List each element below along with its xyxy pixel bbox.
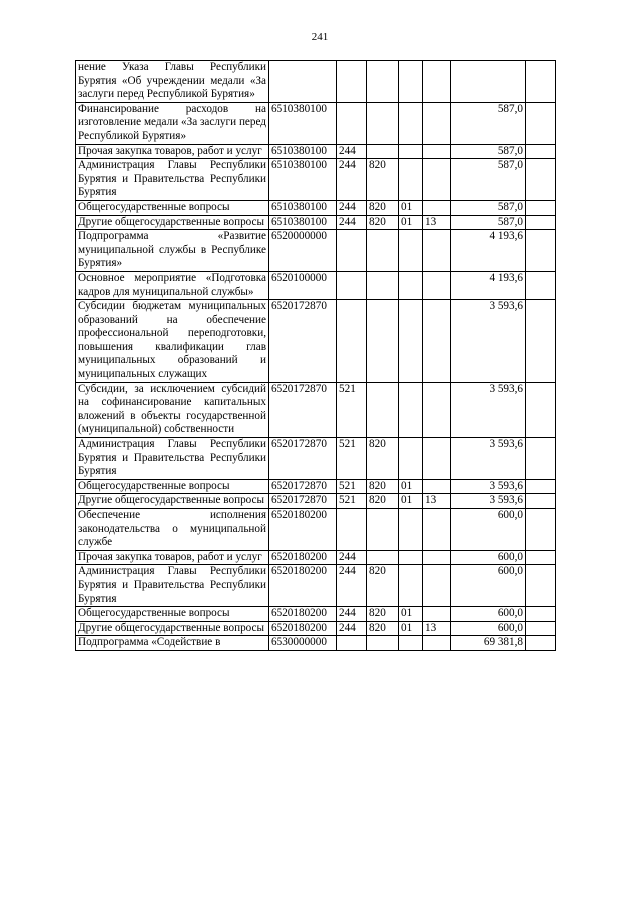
cell-amount: 3 593,6 <box>451 382 526 437</box>
cell-extra <box>526 550 556 565</box>
cell-extra <box>526 438 556 480</box>
cell-target-code: 6520172870 <box>269 382 337 437</box>
cell-section <box>399 565 423 607</box>
cell-section <box>399 159 423 201</box>
cell-subsection <box>423 271 451 299</box>
cell-expense-type: 244 <box>337 565 367 607</box>
table-row <box>76 550 556 565</box>
cell-subsection <box>423 550 451 565</box>
cell-extra <box>526 636 556 651</box>
cell-subsection <box>423 382 451 437</box>
cell-target-code: 6520180200 <box>269 550 337 565</box>
table-row <box>76 144 556 159</box>
cell-administrator: 820 <box>367 621 399 636</box>
table-body <box>76 61 556 651</box>
table-row <box>76 636 556 651</box>
cell-expense-type: 244 <box>337 550 367 565</box>
cell-subsection <box>423 607 451 622</box>
cell-extra <box>526 565 556 607</box>
cell-administrator <box>367 382 399 437</box>
cell-name: Прочая закупка товаров, работ и услуг <box>76 550 269 565</box>
cell-amount: 587,0 <box>451 159 526 201</box>
cell-name: Подпрограмма «Развитие муниципальной службы в Республике Бурятия» <box>76 230 269 272</box>
cell-target-code: 6520180200 <box>269 565 337 607</box>
cell-name: Основное мероприятие «Подготовка кадров для муниципальной службы» <box>76 271 269 299</box>
cell-expense-type: 244 <box>337 607 367 622</box>
table-row <box>76 438 556 480</box>
cell-extra <box>526 230 556 272</box>
cell-target-code: 6510380100 <box>269 102 337 144</box>
cell-target-code: 6520000000 <box>269 230 337 272</box>
cell-expense-type: 244 <box>337 159 367 201</box>
cell-amount: 587,0 <box>451 102 526 144</box>
cell-subsection <box>423 479 451 494</box>
cell-target-code: 6520172870 <box>269 494 337 509</box>
cell-name: Субсидии, за исключением субсидий на софинансирование капитальных вложений в объекты государственной (муниципальной) собственности <box>76 382 269 437</box>
cell-section <box>399 382 423 437</box>
cell-name: нение Указа Главы Республики Бурятия «Об учреждении медали «За заслуги перед Республикой Бурятия» <box>76 61 269 103</box>
table-row <box>76 61 556 103</box>
cell-amount: 3 593,6 <box>451 438 526 480</box>
table-row <box>76 509 556 551</box>
cell-amount: 3 593,6 <box>451 494 526 509</box>
table-row <box>76 159 556 201</box>
cell-expense-type: 244 <box>337 621 367 636</box>
cell-amount: 600,0 <box>451 550 526 565</box>
cell-extra <box>526 144 556 159</box>
cell-name: Другие общегосударственные вопросы <box>76 621 269 636</box>
cell-subsection <box>423 61 451 103</box>
cell-administrator: 820 <box>367 479 399 494</box>
cell-extra <box>526 479 556 494</box>
cell-name: Администрация Главы Республики Бурятия и Правительства Республики Бурятия <box>76 565 269 607</box>
cell-section <box>399 300 423 383</box>
cell-subsection <box>423 159 451 201</box>
cell-expense-type: 521 <box>337 382 367 437</box>
cell-section <box>399 230 423 272</box>
cell-name: Общегосударственные вопросы <box>76 479 269 494</box>
cell-section <box>399 636 423 651</box>
cell-extra <box>526 159 556 201</box>
cell-amount: 600,0 <box>451 607 526 622</box>
cell-amount <box>451 61 526 103</box>
cell-name: Общегосударственные вопросы <box>76 607 269 622</box>
cell-section <box>399 271 423 299</box>
cell-administrator <box>367 102 399 144</box>
cell-name: Прочая закупка товаров, работ и услуг <box>76 144 269 159</box>
table-row <box>76 230 556 272</box>
cell-amount: 587,0 <box>451 215 526 230</box>
cell-expense-type: 521 <box>337 494 367 509</box>
cell-expense-type: 521 <box>337 438 367 480</box>
cell-extra <box>526 509 556 551</box>
cell-target-code <box>269 61 337 103</box>
cell-target-code: 6520180200 <box>269 607 337 622</box>
cell-amount: 587,0 <box>451 144 526 159</box>
cell-amount: 4 193,6 <box>451 230 526 272</box>
cell-target-code: 6520100000 <box>269 271 337 299</box>
cell-administrator <box>367 509 399 551</box>
cell-expense-type <box>337 230 367 272</box>
table-row <box>76 479 556 494</box>
cell-target-code: 6510380100 <box>269 159 337 201</box>
cell-subsection <box>423 509 451 551</box>
cell-administrator <box>367 300 399 383</box>
cell-amount: 3 593,6 <box>451 300 526 383</box>
cell-amount: 587,0 <box>451 200 526 215</box>
table-row <box>76 382 556 437</box>
cell-target-code: 6520172870 <box>269 300 337 383</box>
cell-section: 01 <box>399 621 423 636</box>
cell-subsection: 13 <box>423 215 451 230</box>
cell-target-code: 6510380100 <box>269 215 337 230</box>
cell-target-code: 6510380100 <box>269 200 337 215</box>
table-row <box>76 565 556 607</box>
cell-expense-type: 521 <box>337 479 367 494</box>
cell-administrator <box>367 271 399 299</box>
cell-extra <box>526 621 556 636</box>
cell-extra <box>526 382 556 437</box>
cell-section <box>399 144 423 159</box>
budget-table <box>75 60 556 651</box>
cell-name: Администрация Главы Республики Бурятия и Правительства Республики Бурятия <box>76 159 269 201</box>
table-row <box>76 607 556 622</box>
table-row <box>76 200 556 215</box>
cell-administrator <box>367 230 399 272</box>
cell-section <box>399 438 423 480</box>
cell-subsection: 13 <box>423 621 451 636</box>
cell-extra <box>526 607 556 622</box>
cell-amount: 69 381,8 <box>451 636 526 651</box>
cell-target-code: 6520172870 <box>269 479 337 494</box>
cell-section: 01 <box>399 215 423 230</box>
cell-amount: 600,0 <box>451 565 526 607</box>
table-row <box>76 494 556 509</box>
cell-expense-type <box>337 636 367 651</box>
cell-target-code: 6510380100 <box>269 144 337 159</box>
cell-expense-type: 244 <box>337 144 367 159</box>
cell-expense-type <box>337 300 367 383</box>
cell-expense-type <box>337 102 367 144</box>
cell-administrator <box>367 636 399 651</box>
cell-expense-type <box>337 61 367 103</box>
cell-amount: 4 193,6 <box>451 271 526 299</box>
cell-section: 01 <box>399 494 423 509</box>
cell-target-code: 6520180200 <box>269 621 337 636</box>
cell-extra <box>526 494 556 509</box>
cell-name: Администрация Главы Республики Бурятия и Правительства Республики Бурятия <box>76 438 269 480</box>
cell-subsection <box>423 438 451 480</box>
table-row <box>76 102 556 144</box>
cell-expense-type: 244 <box>337 200 367 215</box>
cell-section: 01 <box>399 607 423 622</box>
cell-administrator: 820 <box>367 159 399 201</box>
cell-subsection <box>423 102 451 144</box>
cell-administrator: 820 <box>367 607 399 622</box>
cell-name: Подпрограмма «Содействие в <box>76 636 269 651</box>
table-row <box>76 621 556 636</box>
cell-section <box>399 550 423 565</box>
cell-extra <box>526 102 556 144</box>
cell-subsection <box>423 565 451 607</box>
cell-amount: 600,0 <box>451 621 526 636</box>
cell-administrator <box>367 61 399 103</box>
cell-expense-type: 244 <box>337 215 367 230</box>
cell-administrator <box>367 550 399 565</box>
cell-administrator: 820 <box>367 438 399 480</box>
cell-subsection <box>423 144 451 159</box>
page-number: 241 <box>311 31 329 43</box>
cell-administrator: 820 <box>367 200 399 215</box>
cell-section <box>399 61 423 103</box>
cell-section: 01 <box>399 479 423 494</box>
cell-target-code: 6520180200 <box>269 509 337 551</box>
cell-section <box>399 102 423 144</box>
cell-name: Финансирование расходов на изготовление медали «За заслуги перед Республикой Бурятия» <box>76 102 269 144</box>
cell-amount: 600,0 <box>451 509 526 551</box>
cell-subsection: 13 <box>423 494 451 509</box>
cell-target-code: 6520172870 <box>269 438 337 480</box>
table-row <box>76 300 556 383</box>
cell-name: Субсидии бюджетам муниципальных образований на обеспечение профессиональной переподготовки, повышения квалификации глав муниципальных образований и муниципальных служащих <box>76 300 269 383</box>
cell-subsection <box>423 200 451 215</box>
cell-administrator: 820 <box>367 565 399 607</box>
table-row <box>76 271 556 299</box>
cell-name: Другие общегосударственные вопросы <box>76 215 269 230</box>
cell-extra <box>526 300 556 383</box>
cell-extra <box>526 61 556 103</box>
cell-extra <box>526 215 556 230</box>
cell-target-code: 6530000000 <box>269 636 337 651</box>
table-row <box>76 215 556 230</box>
cell-subsection <box>423 636 451 651</box>
cell-extra <box>526 271 556 299</box>
cell-name: Обеспечение исполнения законодательства о муниципальной службе <box>76 509 269 551</box>
cell-amount: 3 593,6 <box>451 479 526 494</box>
cell-administrator: 820 <box>367 215 399 230</box>
cell-name: Другие общегосударственные вопросы <box>76 494 269 509</box>
cell-expense-type <box>337 509 367 551</box>
cell-section: 01 <box>399 200 423 215</box>
cell-extra <box>526 200 556 215</box>
cell-subsection <box>423 230 451 272</box>
cell-section <box>399 509 423 551</box>
cell-administrator <box>367 144 399 159</box>
cell-administrator: 820 <box>367 494 399 509</box>
cell-name: Общегосударственные вопросы <box>76 200 269 215</box>
cell-subsection <box>423 300 451 383</box>
cell-expense-type <box>337 271 367 299</box>
